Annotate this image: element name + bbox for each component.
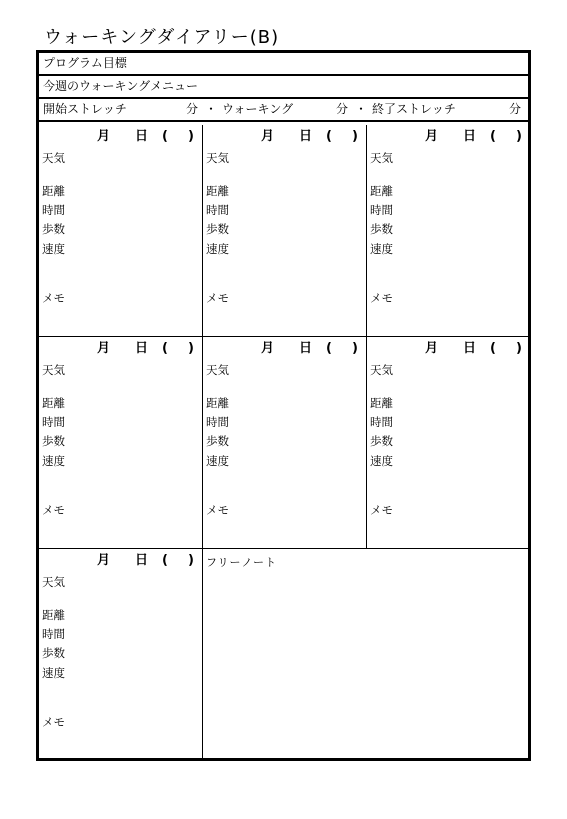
day-cell[interactable] bbox=[203, 125, 367, 337]
time-label: 時間 bbox=[42, 203, 65, 217]
paren-close: ) bbox=[188, 341, 194, 356]
weekly-menu-row[interactable] bbox=[39, 76, 528, 99]
paren-open: ( bbox=[162, 553, 168, 568]
start-stretch-label: 開始ストレッチ bbox=[43, 102, 127, 116]
speed-label: 速度 bbox=[370, 454, 393, 468]
distance-label: 距離 bbox=[370, 184, 393, 198]
distance-label: 距離 bbox=[206, 184, 229, 198]
weather-label: 天気 bbox=[42, 575, 65, 589]
weather-label: 天気 bbox=[206, 363, 229, 377]
steps-label: 歩数 bbox=[206, 434, 229, 448]
steps-label: 歩数 bbox=[206, 222, 229, 236]
paren-open: ( bbox=[162, 341, 168, 356]
date-header bbox=[39, 553, 203, 569]
weekly-menu-label: 今週のウォーキングメニュー bbox=[43, 79, 199, 93]
day-cell[interactable] bbox=[39, 125, 203, 337]
time-label: 時間 bbox=[370, 415, 393, 429]
memo-label: メモ bbox=[370, 291, 393, 305]
date-header bbox=[203, 129, 367, 145]
memo-label: メモ bbox=[42, 503, 65, 517]
distance-label: 距離 bbox=[42, 396, 65, 410]
date-header bbox=[367, 341, 528, 357]
paren-close: ) bbox=[352, 341, 358, 356]
weather-label: 天気 bbox=[370, 151, 393, 165]
month-label: 月 bbox=[425, 129, 439, 144]
time-label: 時間 bbox=[370, 203, 393, 217]
day-cell[interactable] bbox=[39, 549, 203, 758]
month-label: 月 bbox=[261, 129, 275, 144]
paren-open: ( bbox=[490, 129, 496, 144]
weather-label: 天気 bbox=[42, 151, 65, 165]
weather-label: 天気 bbox=[42, 363, 65, 377]
date-header bbox=[39, 129, 203, 145]
speed-label: 速度 bbox=[42, 666, 65, 680]
paren-close: ) bbox=[188, 553, 194, 568]
paren-open: ( bbox=[326, 129, 332, 144]
weather-label: 天気 bbox=[370, 363, 393, 377]
distance-label: 距離 bbox=[206, 396, 229, 410]
separator-dot: ・ bbox=[205, 102, 218, 116]
day-cell[interactable] bbox=[39, 337, 203, 549]
time-label: 時間 bbox=[42, 415, 65, 429]
date-header bbox=[203, 341, 367, 357]
steps-label: 歩数 bbox=[370, 222, 393, 236]
day-cell[interactable] bbox=[203, 337, 367, 549]
speed-label: 速度 bbox=[370, 242, 393, 256]
day-cell[interactable] bbox=[367, 125, 528, 337]
day-label: 日 bbox=[463, 129, 477, 144]
end-stretch-label: 終了ストレッチ bbox=[372, 102, 456, 116]
month-label: 月 bbox=[97, 129, 111, 144]
time-label: 時間 bbox=[206, 415, 229, 429]
memo-label: メモ bbox=[42, 715, 65, 729]
diary-grid bbox=[39, 125, 528, 758]
memo-label: メモ bbox=[42, 291, 65, 305]
paren-close: ) bbox=[188, 129, 194, 144]
distance-label: 距離 bbox=[42, 608, 65, 622]
day-label: 日 bbox=[135, 341, 149, 356]
date-header bbox=[367, 129, 528, 145]
paren-open: ( bbox=[326, 341, 332, 356]
free-note-area[interactable] bbox=[203, 549, 528, 758]
speed-label: 速度 bbox=[42, 242, 65, 256]
routine-row[interactable] bbox=[39, 99, 528, 122]
paren-close: ) bbox=[516, 129, 522, 144]
start-stretch-minutes-unit: 分 bbox=[186, 102, 199, 116]
day-label: 日 bbox=[463, 341, 477, 356]
month-label: 月 bbox=[97, 553, 111, 568]
walking-label: ウォーキング bbox=[222, 102, 294, 116]
program-goal-row[interactable] bbox=[39, 53, 528, 76]
distance-label: 距離 bbox=[42, 184, 65, 198]
steps-label: 歩数 bbox=[370, 434, 393, 448]
diary-sheet bbox=[36, 50, 531, 761]
paren-close: ) bbox=[516, 341, 522, 356]
walking-minutes-unit: 分 bbox=[336, 102, 349, 116]
time-label: 時間 bbox=[42, 627, 65, 641]
distance-label: 距離 bbox=[370, 396, 393, 410]
memo-label: メモ bbox=[370, 503, 393, 517]
speed-label: 速度 bbox=[42, 454, 65, 468]
month-label: 月 bbox=[97, 341, 111, 356]
date-header bbox=[39, 341, 203, 357]
end-stretch-minutes-unit: 分 bbox=[509, 102, 522, 116]
weather-label: 天気 bbox=[206, 151, 229, 165]
paren-close: ) bbox=[352, 129, 358, 144]
speed-label: 速度 bbox=[206, 242, 229, 256]
day-label: 日 bbox=[135, 553, 149, 568]
month-label: 月 bbox=[425, 341, 439, 356]
day-cell[interactable] bbox=[367, 337, 528, 549]
day-label: 日 bbox=[135, 129, 149, 144]
day-label: 日 bbox=[299, 341, 313, 356]
memo-label: メモ bbox=[206, 503, 229, 517]
time-label: 時間 bbox=[206, 203, 229, 217]
steps-label: 歩数 bbox=[42, 222, 65, 236]
steps-label: 歩数 bbox=[42, 646, 65, 660]
program-goal-label: プログラム目標 bbox=[43, 56, 127, 70]
memo-label: メモ bbox=[206, 291, 229, 305]
separator-dot: ・ bbox=[355, 102, 368, 116]
steps-label: 歩数 bbox=[42, 434, 65, 448]
speed-label: 速度 bbox=[206, 454, 229, 468]
day-label: 日 bbox=[299, 129, 313, 144]
paren-open: ( bbox=[490, 341, 496, 356]
free-note-label: フリーノート bbox=[206, 556, 278, 569]
month-label: 月 bbox=[261, 341, 275, 356]
page-title: ウォーキングダイアリー(B) bbox=[44, 27, 280, 48]
paren-open: ( bbox=[162, 129, 168, 144]
